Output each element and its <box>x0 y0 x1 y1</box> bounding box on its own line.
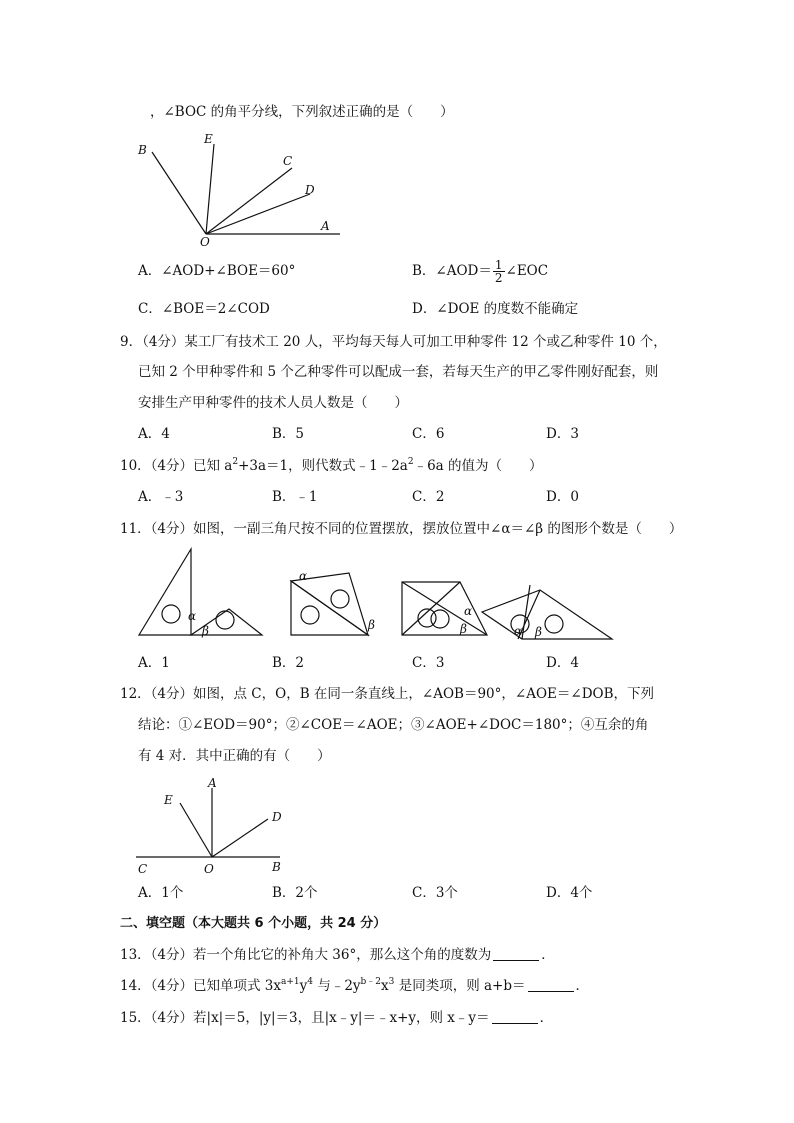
q12-option-b[interactable]: B．2个 <box>272 885 318 901</box>
label-o: O <box>204 862 214 876</box>
label-d: D <box>272 810 282 824</box>
fig4-alpha: α <box>514 624 523 638</box>
q8-option-b[interactable]: B．∠AOD＝ $\frac{1}{2}$ ∠EOC <box>412 258 549 285</box>
q12-angle-figure <box>130 775 300 877</box>
label-a: A <box>321 219 330 233</box>
ray-od <box>206 194 310 234</box>
q11-option-d[interactable]: D．4 <box>546 655 579 671</box>
fig2-beta: β <box>368 618 375 632</box>
q8-option-d[interactable]: D．∠DOE 的度数不能确定 <box>412 301 579 317</box>
figure-4 <box>482 585 612 639</box>
q14-stem: 14．（4分）已知单项式 $3x^{a+1}y^4$ 与$﹣2y^{b﹣2}x^3$ 是同类项，则 a+b＝ ． <box>120 977 589 994</box>
q10-stem: 10．（4分）已知 $a^2+3a=1$，则代数式$﹣1﹣2a^2﹣6a$ 的值为（ ） <box>120 457 543 474</box>
q9-option-d[interactable]: D．3 <box>546 426 579 442</box>
label-e: E <box>204 132 213 146</box>
q9-option-c[interactable]: C．6 <box>412 426 445 442</box>
label-d: D <box>305 183 315 197</box>
label-b: B <box>138 143 147 157</box>
fig3-beta: β <box>460 622 467 636</box>
q11-option-a[interactable]: A．1 <box>138 655 170 671</box>
fig1-beta: β <box>202 624 209 638</box>
q15-answer-blank[interactable] <box>492 1010 538 1024</box>
q13-answer-blank[interactable] <box>493 947 539 961</box>
q14-answer-blank[interactable] <box>528 978 574 992</box>
label-a: A <box>208 776 217 790</box>
section-heading-fill-in: 二、填空题（本大题共 6 个小题，共 24 分） <box>120 916 387 931</box>
q10-option-a[interactable]: A．﹣3 <box>138 489 184 505</box>
q9-option-a[interactable]: A．4 <box>138 426 170 442</box>
q9-line2: 已知 2 个甲种零件和 5 个乙种零件可以配成一套，若每天生产的甲乙零件刚好配套，则 <box>138 364 659 380</box>
q11-option-c[interactable]: C．3 <box>412 655 445 671</box>
ray-oe <box>206 144 214 234</box>
q9-option-b[interactable]: B．5 <box>272 426 305 442</box>
label-c: C <box>138 862 148 876</box>
ray-oc <box>206 168 292 234</box>
label-b: B <box>272 860 281 874</box>
q11-stem: 11．（4分）如图，一副三角尺按不同的位置摆放，摆放位置中∠α＝∠β 的图形个数是（ ） <box>120 521 683 537</box>
q12-option-d[interactable]: D．4个 <box>546 885 593 901</box>
fig3-alpha: α <box>464 604 473 618</box>
q13-stem: 13．（4分）若一个角比它的补角大 36°，那么这个角的度数为 ． <box>120 947 555 963</box>
q8-angle-figure <box>130 128 350 250</box>
figure-1 <box>139 549 262 635</box>
q12-line3: 有 4 对．其中正确的有（ ） <box>138 748 331 764</box>
q8-stem: ，∠BOC 的角平分线，下列叙述正确的是（ ） <box>150 104 454 120</box>
q11-set-square-figures <box>130 545 620 645</box>
fig2-alpha: α <box>299 569 308 583</box>
q9-line1: 9．（4分）某工厂有技术工 20 人，平均每天每人可加工甲种零件 12 个或乙种零件 10 个， <box>120 334 667 350</box>
q12-line1: 12．（4分）如图，点 C，O，B 在同一条直线上，∠AOB＝90°，∠AOE＝∠DOB，下列 <box>120 686 655 702</box>
q10-option-d[interactable]: D．0 <box>546 489 579 505</box>
q10-option-c[interactable]: C．2 <box>412 489 445 505</box>
q9-line3: 安排生产甲种零件的技术人员人数是（ ） <box>138 395 408 411</box>
fraction-half: $\frac{1}{2}$ <box>494 258 503 285</box>
figure-3 <box>402 582 487 635</box>
q12-line2: 结论：①∠EOD＝90°；②∠COE＝∠AOE；③∠AOE+∠DOC＝180°；④互余的角 <box>138 717 649 733</box>
q12-option-a[interactable]: A．1个 <box>138 885 184 901</box>
ray-ob <box>152 152 206 234</box>
label-o: O <box>200 235 210 249</box>
q10-option-b[interactable]: B．﹣1 <box>272 489 318 505</box>
q8-option-a[interactable]: A．∠AOD+∠BOE＝60° <box>138 263 296 279</box>
q8-option-c[interactable]: C．∠BOE＝2∠COD <box>138 301 270 317</box>
fig1-alpha: α <box>188 609 197 623</box>
label-c: C <box>283 154 293 168</box>
q11-option-b[interactable]: B．2 <box>272 655 305 671</box>
q12-option-c[interactable]: C．3个 <box>412 885 458 901</box>
label-e: E <box>164 793 173 807</box>
fig4-beta: β <box>535 625 542 639</box>
ray-od <box>212 819 268 857</box>
ray-oe <box>180 803 212 857</box>
q15-stem: 15．（4分）若|x|＝5，|y|＝3，且|x﹣y|＝﹣x+y，则 x﹣y＝ ． <box>120 1010 554 1026</box>
